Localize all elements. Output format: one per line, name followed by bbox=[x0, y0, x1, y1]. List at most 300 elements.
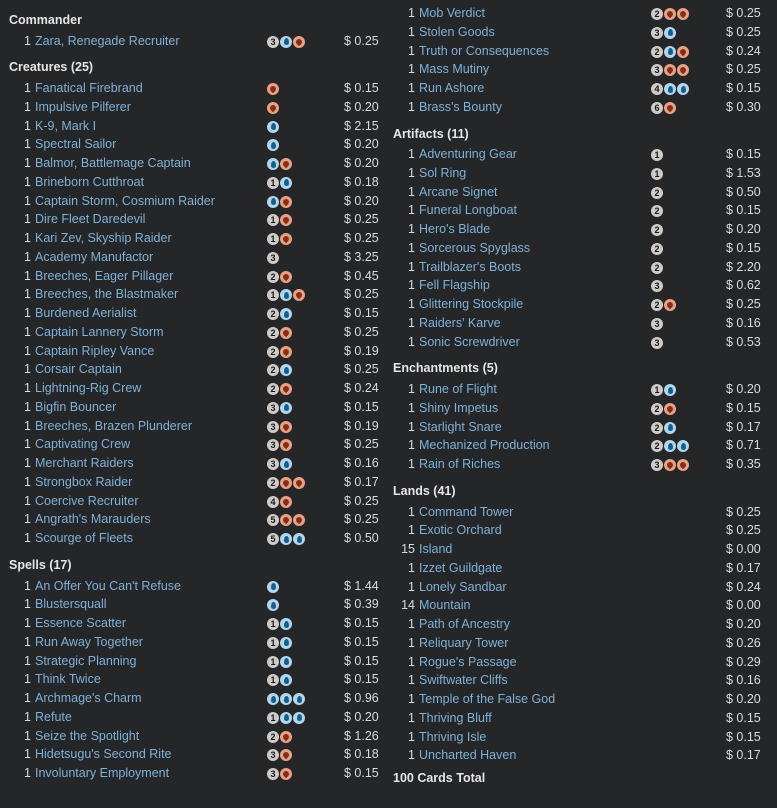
card-link-run-ashore[interactable]: Run Ashore bbox=[419, 81, 485, 95]
red-mana-icon bbox=[280, 768, 292, 780]
card-link-breeches-brazen-plunderer[interactable]: Breeches, Brazen Plunderer bbox=[35, 418, 193, 433]
card-link-sol-ring[interactable]: Sol Ring bbox=[419, 165, 467, 180]
generic-mana-icon: 1 bbox=[267, 233, 279, 245]
card-price: $ 0.16 bbox=[344, 456, 379, 471]
card-quantity: 1 bbox=[24, 691, 31, 706]
mana-cost bbox=[267, 693, 305, 705]
mana-cost bbox=[267, 514, 305, 526]
blue-mana-icon bbox=[293, 533, 305, 545]
card-quantity: 1 bbox=[24, 531, 31, 546]
card-price: $ 0.25 bbox=[344, 33, 379, 48]
card-row bbox=[0, 342, 385, 361]
mana-cost bbox=[651, 318, 663, 330]
card-quantity: 1 bbox=[24, 231, 31, 246]
card-link-mountain[interactable]: Mountain bbox=[419, 598, 471, 613]
card-link-mass-mutiny[interactable]: Mass Mutiny bbox=[419, 62, 490, 77]
generic-mana-icon: 3 bbox=[651, 337, 663, 349]
mana-cost bbox=[267, 581, 279, 593]
card-link-thriving-isle[interactable]: Thriving Isle bbox=[419, 729, 487, 744]
card-quantity: 15 bbox=[401, 542, 415, 557]
card-link-brineborn-cutthroat[interactable]: Brineborn Cutthroat bbox=[35, 174, 145, 189]
card-link-involuntary-employment[interactable]: Involuntary Employment bbox=[35, 766, 170, 781]
card-link-adventuring-gear[interactable]: Adventuring Gear bbox=[419, 147, 517, 162]
card-quantity: 1 bbox=[24, 212, 31, 227]
card-price: $ 0.17 bbox=[726, 419, 761, 434]
card-price: $ 0.16 bbox=[726, 315, 761, 330]
card-quantity: 1 bbox=[408, 710, 415, 725]
card-quantity: 1 bbox=[408, 278, 415, 293]
card-price: $ 0.62 bbox=[726, 278, 761, 293]
generic-mana-icon: 3 bbox=[651, 280, 663, 292]
card-row bbox=[0, 173, 385, 192]
red-mana-icon bbox=[664, 403, 676, 415]
mana-cost bbox=[267, 327, 292, 339]
card-quantity: 1 bbox=[408, 457, 415, 472]
card-quantity: 1 bbox=[408, 165, 415, 180]
card-row bbox=[384, 709, 777, 728]
blue-mana-icon bbox=[280, 289, 292, 301]
card-row bbox=[384, 79, 777, 98]
card-row bbox=[384, 220, 777, 239]
card-quantity: 1 bbox=[24, 156, 31, 171]
card-link-strongbox-raider[interactable]: Strongbox Raider bbox=[35, 474, 133, 489]
card-row bbox=[0, 323, 385, 342]
card-price: $ 0.35 bbox=[726, 457, 761, 472]
card-price: $ 0.25 bbox=[726, 504, 761, 519]
generic-mana-icon: 2 bbox=[267, 383, 279, 395]
mana-cost bbox=[651, 8, 689, 20]
card-link-rune-of-flight[interactable]: Rune of Flight bbox=[419, 382, 497, 397]
card-price: $ 0.15 bbox=[344, 616, 379, 631]
card-link-fanatical-firebrand[interactable]: Fanatical Firebrand bbox=[35, 81, 143, 96]
blue-mana-icon bbox=[267, 599, 279, 611]
card-quantity: 1 bbox=[24, 512, 31, 527]
card-row bbox=[0, 360, 385, 379]
card-row bbox=[384, 258, 777, 277]
card-link-dire-fleet-daredevil[interactable]: Dire Fleet Daredevil bbox=[35, 212, 146, 227]
card-link-trailblazer-s-boots[interactable]: Trailblazer's Boots bbox=[419, 259, 521, 274]
mana-cost bbox=[267, 618, 292, 630]
blue-mana-icon bbox=[280, 533, 292, 545]
card-row bbox=[384, 333, 777, 352]
card-quantity: 1 bbox=[24, 306, 31, 321]
card-quantity: 1 bbox=[24, 653, 31, 668]
generic-mana-icon: 2 bbox=[651, 440, 663, 452]
card-price: $ 0.20 bbox=[344, 156, 379, 171]
card-row bbox=[0, 154, 385, 173]
red-mana-icon bbox=[677, 46, 689, 58]
blue-mana-icon bbox=[677, 83, 689, 95]
card-price: $ 2.20 bbox=[726, 259, 761, 274]
generic-mana-icon: 6 bbox=[651, 102, 663, 114]
card-row bbox=[0, 708, 385, 727]
generic-mana-icon: 2 bbox=[651, 224, 663, 236]
card-link-izzet-guildgate[interactable]: Izzet Guildgate bbox=[419, 560, 503, 575]
card-price: $ 0.00 bbox=[726, 598, 761, 613]
card-row bbox=[0, 267, 385, 286]
generic-mana-icon: 1 bbox=[267, 674, 279, 686]
card-link-strategic-planning[interactable]: Strategic Planning bbox=[35, 653, 137, 668]
card-link-captain-lannery-storm[interactable]: Captain Lannery Storm bbox=[35, 324, 164, 339]
generic-mana-icon: 4 bbox=[651, 83, 663, 95]
card-quantity: 1 bbox=[24, 118, 31, 133]
red-mana-icon bbox=[677, 64, 689, 76]
blue-mana-icon bbox=[280, 618, 292, 630]
mana-cost bbox=[267, 712, 305, 724]
blue-mana-icon bbox=[280, 458, 292, 470]
card-row bbox=[0, 304, 385, 323]
card-price: $ 0.24 bbox=[726, 43, 761, 58]
card-link-shiny-impetus[interactable]: Shiny Impetus bbox=[419, 400, 499, 415]
card-price: $ 0.15 bbox=[344, 653, 379, 668]
red-mana-icon bbox=[664, 459, 676, 471]
mana-cost bbox=[651, 27, 676, 39]
red-mana-icon bbox=[267, 83, 279, 95]
card-quantity: 1 bbox=[408, 748, 415, 763]
card-price: $ 0.24 bbox=[726, 579, 761, 594]
card-row bbox=[384, 615, 777, 634]
red-mana-icon bbox=[280, 233, 292, 245]
generic-mana-icon: 5 bbox=[267, 533, 279, 545]
card-row bbox=[384, 399, 777, 418]
mana-cost bbox=[651, 83, 689, 95]
blue-mana-icon bbox=[267, 693, 279, 705]
card-row bbox=[384, 239, 777, 258]
card-quantity: 1 bbox=[408, 438, 415, 453]
card-quantity: 1 bbox=[408, 692, 415, 707]
card-price: $ 0.25 bbox=[726, 24, 761, 39]
card-row bbox=[0, 577, 385, 596]
mana-cost bbox=[267, 271, 292, 283]
generic-mana-icon: 3 bbox=[267, 458, 279, 470]
card-price: $ 0.15 bbox=[726, 147, 761, 162]
card-link-captain-storm-cosmium-raider[interactable]: Captain Storm, Cosmium Raider bbox=[35, 193, 215, 208]
card-price: $ 0.20 bbox=[344, 99, 379, 114]
card-row bbox=[384, 728, 777, 747]
card-row bbox=[384, 145, 777, 164]
card-link-raiders-karve[interactable]: Raiders' Karve bbox=[419, 315, 501, 330]
red-mana-icon bbox=[280, 383, 292, 395]
card-price: $ 0.15 bbox=[344, 399, 379, 414]
card-link-brass-s-bounty[interactable]: Brass's Bounty bbox=[419, 99, 502, 114]
red-mana-icon bbox=[677, 459, 689, 471]
card-link-glittering-stockpile[interactable]: Glittering Stockpile bbox=[419, 297, 524, 312]
blue-mana-icon bbox=[664, 440, 676, 452]
generic-mana-icon: 2 bbox=[267, 271, 279, 283]
card-quantity: 1 bbox=[408, 617, 415, 632]
blue-mana-icon bbox=[293, 693, 305, 705]
card-price: $ 0.15 bbox=[726, 203, 761, 218]
mana-cost bbox=[267, 458, 292, 470]
card-link-command-tower[interactable]: Command Tower bbox=[419, 504, 514, 519]
card-quantity: 1 bbox=[408, 334, 415, 349]
card-row bbox=[0, 614, 385, 633]
mana-cost bbox=[267, 768, 292, 780]
card-price: $ 0.39 bbox=[344, 597, 379, 612]
generic-mana-icon: 3 bbox=[267, 252, 279, 264]
card-price: $ 0.15 bbox=[726, 710, 761, 725]
card-price: $ 0.50 bbox=[344, 531, 379, 546]
mana-cost bbox=[651, 459, 689, 471]
mana-cost bbox=[651, 262, 663, 274]
card-row bbox=[384, 436, 777, 455]
card-row bbox=[384, 578, 777, 597]
card-price: $ 0.20 bbox=[726, 382, 761, 397]
card-quantity: 1 bbox=[24, 287, 31, 302]
blue-mana-icon bbox=[267, 121, 279, 133]
card-row bbox=[384, 276, 777, 295]
red-mana-icon bbox=[280, 496, 292, 508]
card-link-lightning-rig-crew[interactable]: Lightning-Rig Crew bbox=[35, 381, 142, 396]
blue-mana-icon bbox=[664, 27, 676, 39]
mana-cost bbox=[267, 731, 292, 743]
card-link-an-offer-you-can-t-refuse[interactable]: An Offer You Can't Refuse bbox=[35, 578, 182, 593]
card-link-stolen-goods[interactable]: Stolen Goods bbox=[419, 24, 495, 39]
card-row bbox=[384, 634, 777, 653]
card-row bbox=[384, 164, 777, 183]
blue-mana-icon bbox=[280, 712, 292, 724]
mana-cost bbox=[267, 139, 279, 151]
card-link-breeches-eager-pillager[interactable]: Breeches, Eager Pillager bbox=[35, 268, 174, 283]
blue-mana-icon bbox=[280, 177, 292, 189]
generic-mana-icon: 2 bbox=[651, 187, 663, 199]
card-link-island[interactable]: Island bbox=[419, 542, 453, 557]
card-link-mob-verdict[interactable]: Mob Verdict bbox=[419, 6, 486, 20]
card-link-run-away-together[interactable]: Run Away Together bbox=[35, 634, 143, 649]
generic-mana-icon: 2 bbox=[267, 327, 279, 339]
mana-cost bbox=[267, 637, 292, 649]
card-price: $ 0.30 bbox=[726, 99, 761, 114]
blue-mana-icon bbox=[280, 364, 292, 376]
card-link-fell-flagship[interactable]: Fell Flagship bbox=[419, 278, 490, 293]
generic-mana-icon: 2 bbox=[651, 403, 663, 415]
card-link-arcane-signet[interactable]: Arcane Signet bbox=[419, 184, 498, 199]
blue-mana-icon bbox=[267, 196, 279, 208]
red-mana-icon bbox=[280, 158, 292, 170]
card-link-temple-of-the-false-god[interactable]: Temple of the False God bbox=[419, 692, 556, 707]
card-row bbox=[0, 473, 385, 492]
generic-mana-icon: 1 bbox=[267, 656, 279, 668]
card-row bbox=[384, 183, 777, 202]
card-price: $ 0.16 bbox=[726, 673, 761, 688]
card-link-path-of-ancestry[interactable]: Path of Ancestry bbox=[419, 617, 511, 632]
red-mana-icon bbox=[280, 214, 292, 226]
generic-mana-icon: 3 bbox=[267, 749, 279, 761]
card-row bbox=[0, 689, 385, 708]
blue-mana-icon bbox=[267, 139, 279, 151]
card-price: $ 0.18 bbox=[344, 747, 379, 762]
generic-mana-icon: 2 bbox=[651, 46, 663, 58]
card-link-k-9-mark-i[interactable]: K-9, Mark I bbox=[35, 118, 97, 133]
card-row bbox=[384, 4, 777, 23]
card-row bbox=[384, 380, 777, 399]
card-link-hidetsugu-s-second-rite[interactable]: Hidetsugu's Second Rite bbox=[35, 747, 172, 762]
card-quantity: 1 bbox=[24, 99, 31, 114]
card-quantity: 1 bbox=[24, 324, 31, 339]
card-link-lonely-sandbar[interactable]: Lonely Sandbar bbox=[419, 579, 507, 594]
card-price: $ 0.96 bbox=[344, 691, 379, 706]
card-link-rain-of-riches[interactable]: Rain of Riches bbox=[419, 457, 501, 472]
card-price: $ 0.29 bbox=[726, 654, 761, 669]
card-price: $ 0.25 bbox=[344, 493, 379, 508]
card-link-zara-renegade-recruiter[interactable]: Zara, Renegade Recruiter bbox=[35, 33, 180, 48]
card-link-blustersquall[interactable]: Blustersquall bbox=[35, 597, 107, 612]
card-price: $ 0.15 bbox=[344, 306, 379, 321]
card-link-scourge-of-fleets[interactable]: Scourge of Fleets bbox=[35, 531, 133, 546]
card-link-coercive-recruiter[interactable]: Coercive Recruiter bbox=[35, 493, 139, 508]
red-mana-icon bbox=[280, 439, 292, 451]
card-link-angrath-s-marauders[interactable]: Angrath's Marauders bbox=[35, 512, 151, 527]
card-row bbox=[0, 492, 385, 511]
card-link-exotic-orchard[interactable]: Exotic Orchard bbox=[419, 523, 502, 538]
card-price: $ 0.25 bbox=[344, 437, 379, 452]
card-quantity: 1 bbox=[24, 343, 31, 358]
mana-cost bbox=[267, 158, 292, 170]
card-link-starlight-snare[interactable]: Starlight Snare bbox=[419, 419, 502, 434]
mana-cost bbox=[267, 364, 292, 376]
card-link-truth-or-consequences[interactable]: Truth or Consequences bbox=[419, 43, 550, 58]
card-price: $ 0.20 bbox=[726, 617, 761, 632]
card-link-seize-the-spotlight[interactable]: Seize the Spotlight bbox=[35, 728, 140, 743]
mana-cost bbox=[651, 224, 663, 236]
generic-mana-icon: 1 bbox=[267, 214, 279, 226]
card-row bbox=[384, 671, 777, 690]
card-price: $ 0.20 bbox=[726, 222, 761, 237]
generic-mana-icon: 3 bbox=[267, 421, 279, 433]
card-quantity: 1 bbox=[408, 400, 415, 415]
card-link-funeral-longboat[interactable]: Funeral Longboat bbox=[419, 203, 517, 218]
mana-cost bbox=[267, 599, 279, 611]
card-row bbox=[384, 314, 777, 333]
card-row bbox=[0, 285, 385, 304]
card-link-archmage-s-charm[interactable]: Archmage's Charm bbox=[35, 691, 142, 706]
mana-cost bbox=[651, 299, 676, 311]
mana-cost bbox=[267, 289, 305, 301]
card-quantity: 1 bbox=[408, 654, 415, 669]
card-link-captivating-crew[interactable]: Captivating Crew bbox=[35, 437, 131, 452]
card-price: $ 0.15 bbox=[344, 766, 379, 781]
blue-mana-icon bbox=[267, 158, 279, 170]
card-row bbox=[0, 529, 385, 548]
mana-cost bbox=[651, 205, 663, 217]
card-row bbox=[384, 455, 777, 474]
card-link-captain-ripley-vance[interactable]: Captain Ripley Vance bbox=[35, 343, 155, 358]
red-mana-icon bbox=[280, 271, 292, 283]
generic-mana-icon: 1 bbox=[267, 637, 279, 649]
card-link-breeches-the-blastmaker[interactable]: Breeches, the Blastmaker bbox=[35, 287, 179, 302]
card-price: $ 0.15 bbox=[344, 81, 379, 96]
card-link-rogue-s-passage[interactable]: Rogue's Passage bbox=[419, 654, 517, 669]
card-row bbox=[0, 417, 385, 436]
card-link-refute[interactable]: Refute bbox=[35, 709, 72, 724]
card-price: $ 1.53 bbox=[726, 165, 761, 180]
mana-cost bbox=[651, 403, 676, 415]
card-quantity: 1 bbox=[24, 474, 31, 489]
blue-mana-icon bbox=[280, 308, 292, 320]
card-quantity: 1 bbox=[408, 240, 415, 255]
card-link-kari-zev-skyship-raider[interactable]: Kari Zev, Skyship Raider bbox=[35, 231, 172, 246]
card-link-think-twice[interactable]: Think Twice bbox=[35, 672, 101, 687]
card-link-reliquary-tower[interactable]: Reliquary Tower bbox=[419, 635, 509, 650]
card-price: $ 0.17 bbox=[726, 748, 761, 763]
card-price: $ 0.20 bbox=[344, 137, 379, 152]
card-quantity: 1 bbox=[24, 493, 31, 508]
blue-mana-icon bbox=[280, 36, 292, 48]
card-link-impulsive-pilferer[interactable]: Impulsive Pilferer bbox=[35, 99, 131, 114]
card-price: $ 0.45 bbox=[344, 268, 379, 283]
card-link-spectral-sailor[interactable]: Spectral Sailor bbox=[35, 137, 117, 152]
card-quantity: 1 bbox=[408, 147, 415, 162]
mana-cost bbox=[651, 149, 663, 161]
blue-mana-icon bbox=[677, 440, 689, 452]
card-link-thriving-bluff[interactable]: Thriving Bluff bbox=[419, 710, 492, 725]
card-quantity: 1 bbox=[408, 673, 415, 688]
mana-cost bbox=[267, 346, 292, 358]
blue-mana-icon bbox=[664, 83, 676, 95]
card-price: $ 0.25 bbox=[726, 297, 761, 312]
card-link-mechanized-production[interactable]: Mechanized Production bbox=[419, 438, 550, 453]
red-mana-icon bbox=[293, 477, 305, 489]
generic-mana-icon: 1 bbox=[651, 384, 663, 396]
card-link-academy-manufactor[interactable]: Academy Manufactor bbox=[35, 249, 154, 264]
blue-mana-icon bbox=[267, 581, 279, 593]
card-price: $ 0.50 bbox=[726, 184, 761, 199]
card-link-uncharted-haven[interactable]: Uncharted Haven bbox=[419, 748, 517, 763]
blue-mana-icon bbox=[280, 402, 292, 414]
card-quantity: 1 bbox=[408, 62, 415, 77]
generic-mana-icon: 2 bbox=[267, 364, 279, 376]
blue-mana-icon bbox=[280, 656, 292, 668]
card-link-bigfin-bouncer[interactable]: Bigfin Bouncer bbox=[35, 399, 117, 414]
card-link-sorcerous-spyglass[interactable]: Sorcerous Spyglass bbox=[419, 240, 531, 255]
card-link-essence-scatter[interactable]: Essence Scatter bbox=[35, 616, 127, 631]
card-row bbox=[0, 32, 385, 51]
card-link-swiftwater-cliffs[interactable]: Swiftwater Cliffs bbox=[419, 673, 508, 688]
card-price: $ 1.26 bbox=[344, 728, 379, 743]
card-row bbox=[384, 596, 777, 615]
card-row bbox=[384, 653, 777, 672]
card-quantity: 1 bbox=[24, 437, 31, 452]
blue-mana-icon bbox=[280, 674, 292, 686]
card-quantity: 1 bbox=[408, 81, 415, 95]
card-quantity: 1 bbox=[24, 249, 31, 264]
generic-mana-icon: 2 bbox=[267, 477, 279, 489]
card-link-merchant-raiders[interactable]: Merchant Raiders bbox=[35, 456, 134, 471]
card-link-sonic-screwdriver[interactable]: Sonic Screwdriver bbox=[419, 334, 520, 349]
card-link-corsair-captain[interactable]: Corsair Captain bbox=[35, 362, 122, 377]
card-quantity: 1 bbox=[24, 597, 31, 612]
red-mana-icon bbox=[280, 346, 292, 358]
card-price: $ 0.15 bbox=[726, 240, 761, 255]
card-link-burdened-aerialist[interactable]: Burdened Aerialist bbox=[35, 306, 137, 321]
mana-cost bbox=[267, 402, 292, 414]
card-link-hero-s-blade[interactable]: Hero's Blade bbox=[419, 222, 491, 237]
mana-cost bbox=[267, 102, 279, 114]
card-link-balmor-battlemage-captain[interactable]: Balmor, Battlemage Captain bbox=[35, 156, 191, 171]
card-row bbox=[384, 98, 777, 117]
card-price: $ 0.25 bbox=[726, 523, 761, 538]
card-quantity: 1 bbox=[408, 203, 415, 218]
red-mana-icon bbox=[664, 299, 676, 311]
blue-mana-icon bbox=[293, 712, 305, 724]
mana-cost bbox=[267, 674, 292, 686]
card-quantity: 1 bbox=[408, 560, 415, 575]
card-price: $ 0.19 bbox=[344, 418, 379, 433]
card-quantity: 1 bbox=[408, 579, 415, 594]
card-price: $ 0.17 bbox=[726, 560, 761, 575]
card-quantity: 1 bbox=[408, 99, 415, 114]
red-mana-icon bbox=[280, 514, 292, 526]
